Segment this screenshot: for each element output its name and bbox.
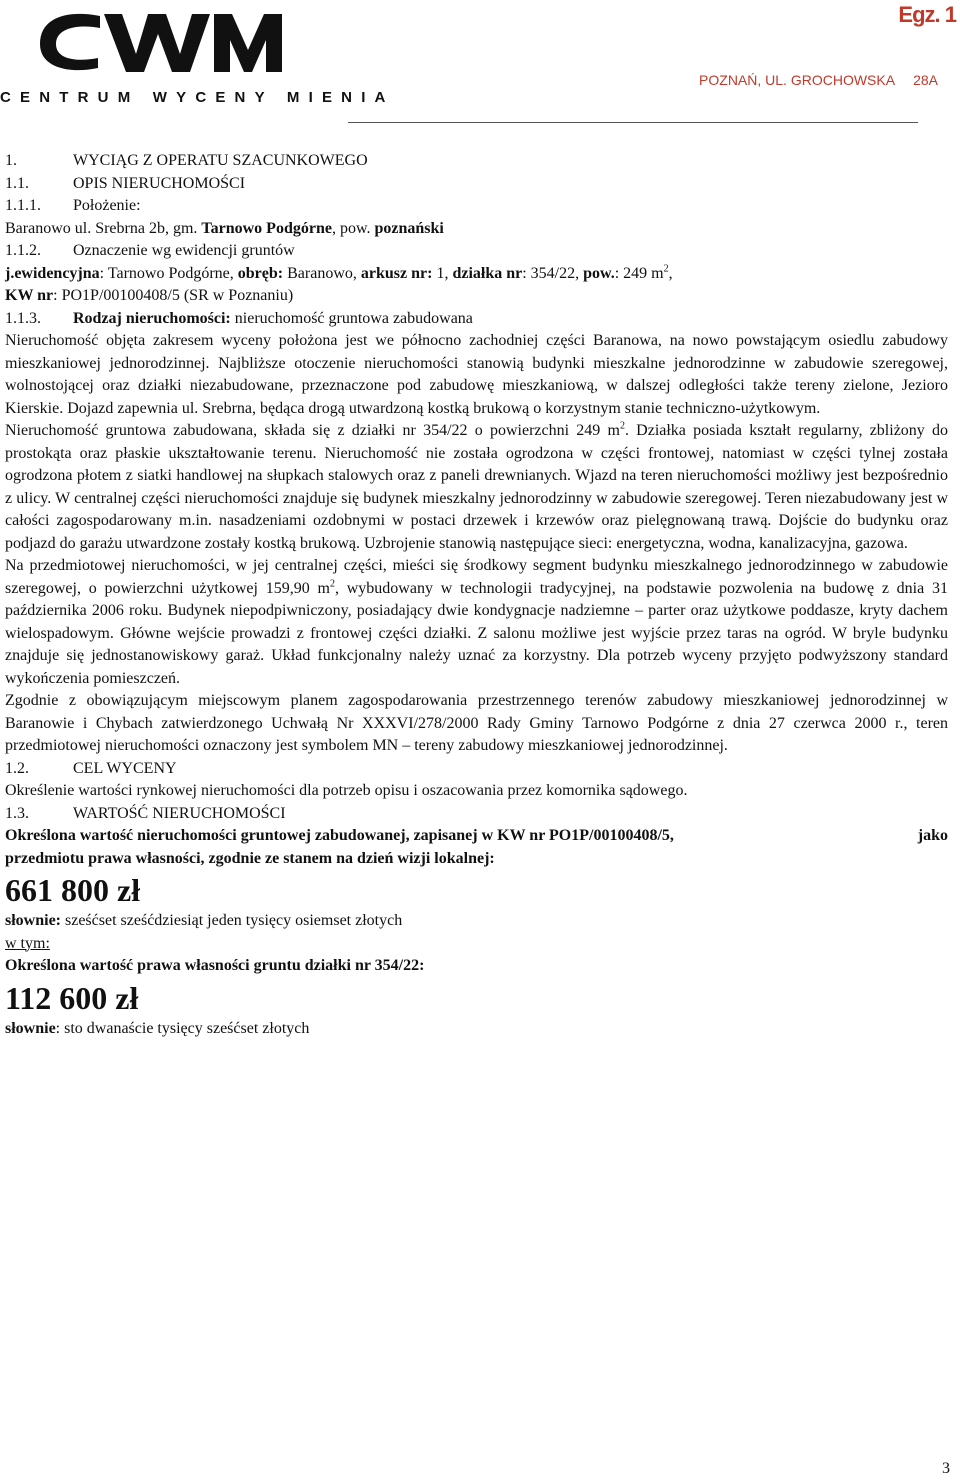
paragraph-plot: Nieruchomość gruntowa zabudowana, składa się z działki nr 354/22 o powierzchni 249 $m^2$. Działka posiada kształt regularny, zbliżony do prostokąta oraz płaskie ukształtowanie terenu. Nieruchomość nie została ogrodzona w części frontowej, natomiast w części tylnej została ogrodzona płotem z siatki handlowej na słupkach stalowych oraz z paneli drewnianych. Wjazd na teren nieruchomości możliwy jest bezpośrednio z ulicy. W centralnej części nieruchomości znajduje się budynek mieszkalny jednorodzinny w zabudowie szeregowej. Teren niezabudowany jest w całości zagospodarowany m.in. nasadzeniami ozdobnymi w postaci drzewek i krzewów oraz pielęgnowaną trawą. Dojście do budynku oraz podjazd do garażu utwardzone zostały kostką brukową. Uzbrojenie stanowią następujące sieci: energetyczna, wodna, kanalizacyjna, gazowa.: [5, 420, 949, 552]
page-number: 3: [942, 1460, 950, 1477]
value-statement-line-2: przedmiotu prawa własności, zgodnie ze stanem na dzień wizji lokalnej:: [5, 849, 495, 867]
cadastral-line-1: j.ewidencyjna: Tarnowo Podgórne, obręb: Baranowo, arkusz nr: 1, działka nr: 354/22, pow.: 249 $m^2$,: [5, 263, 673, 282]
document-body: [5, 150, 948, 1040]
paragraph-surroundings: Nieruchomość objęta zakresem wyceny położona jest we północno zachodniej części Baranowa, na nowo powstającym osiedlu zabudowy mieszkaniowej jednorodzinnej. Najbliższe otoczenie nieruchomości stanowią budynki mieszkalne jednorodzinne w zabudowie szeregowej, wolnostojącej oraz działki niezabudowane, przeznaczone pod zabudowę mieszkaniową, w dalszej odległości także tereny zielone, Jezioro Kierskie. Dojazd zapewnia ul. Srebrna, będąca drogą utwardzoną kostką brukową o korzystnym stanie techniczno-użytkowym.: [5, 332, 948, 417]
land-value: 112 600 zł: [5, 979, 139, 1016]
address: [699, 72, 938, 88]
heading-1-1-2: 1.1.2. Oznaczenie wg ewidencji gruntów: [5, 242, 295, 259]
copy-number: Egz. 1: [898, 2, 956, 27]
logo-text: CENTRUM WYCENY MIENIA: [0, 89, 395, 106]
heading-1-1-3: 1.1.3. Rodzaj nieruchomości: nieruchomość gruntowa zabudowana: [5, 309, 473, 327]
heading-1-1: 1.1. OPIS NIERUCHOMOŚCI: [5, 174, 246, 192]
company-logo: [0, 6, 395, 106]
including-label: w tym:: [5, 934, 50, 952]
page-header: [0, 0, 960, 125]
total-value: 661 800 zł: [5, 872, 141, 908]
land-value-words: słownie: sto dwanaście tysięcy sześćset złotych: [5, 1019, 310, 1037]
header-divider: [348, 122, 918, 123]
paragraph-building: Na przedmiotowej nieruchomości, w jej centralnej części, mieści się środkowy segment budynku mieszkalnego jednorodzinnego w zabudowie szeregowej, o powierzchni użytkowej 159,90 $m^2$, wybudowany w technologii tradycyjnej, na podstawie pozwolenia na budowę z dnia 31 października 2006 roku. Budynek niepodpiwniczony, posiadający dwie kondygnacje nadziemne – parter oraz użytkowe poddasze, kryty dachem wielospadowym. Główne wejście prowadzi z frontowej części działki. Z salonu możliwe jest wyjście przez taras na ogród. W bryle budynku znajduje się jednostanowiskowy garaż. Układ funkcjonalny należy uznać za korzystny. Dla potrzeb wyceny przyjęto podwyższony standard wykończenia pomieszczeń.: [5, 557, 948, 687]
land-value-statement: Określona wartość prawa własności gruntu działki nr 354/22:: [5, 957, 425, 974]
valuation-purpose: Określenie wartości rynkowej nieruchomości dla potrzeb opisu i oszacowania przez komornika sądowego.: [5, 782, 688, 799]
heading-1: 1. WYCIĄG Z OPERATU SZACUNKOWEGO: [5, 152, 368, 169]
location-text: Baranowo ul. Srebrna 2b, gm. Tarnowo Podgórne, pow. poznański: [5, 219, 444, 237]
address-street: POZNAŃ, UL. GROCHOWSKA: [699, 72, 896, 88]
paragraph-zoning: Zgodnie z obowiązującym miejscowym planem zagospodarowania przestrzennego terenów zabudowy mieszkaniowej jednorodzinnej w Baranowie i Chybach zatwierdzonego Uchwałą Nr XXXVI/278/2000 Rady Gminy Tarnowo Podgórne z dnia 27 czerwca 2000 r., teren przedmiotowej nieruchomości oznaczony jest symbolem MN – tereny zabudowy mieszkaniowej jednorodzinnej.: [5, 692, 948, 754]
heading-1-1-1: 1.1.1. Położenie:: [5, 197, 141, 214]
heading-1-2: 1.2. CEL WYCENY: [5, 759, 177, 777]
value-statement-line-1: Określona wartość nieruchomości gruntowej zabudowanej, zapisanej w KW nr PO1P/00100408/5, jako: [5, 827, 948, 844]
address-number: 28A: [913, 72, 938, 88]
cadastral-line-2: KW nr: PO1P/00100408/5 (SR w Poznaniu): [5, 287, 294, 304]
heading-1-3: 1.3. WARTOŚĆ NIERUCHOMOŚCI: [5, 804, 286, 822]
total-value-words: słownie: sześćset sześćdziesiąt jeden tysięcy osiemset złotych: [5, 912, 403, 929]
